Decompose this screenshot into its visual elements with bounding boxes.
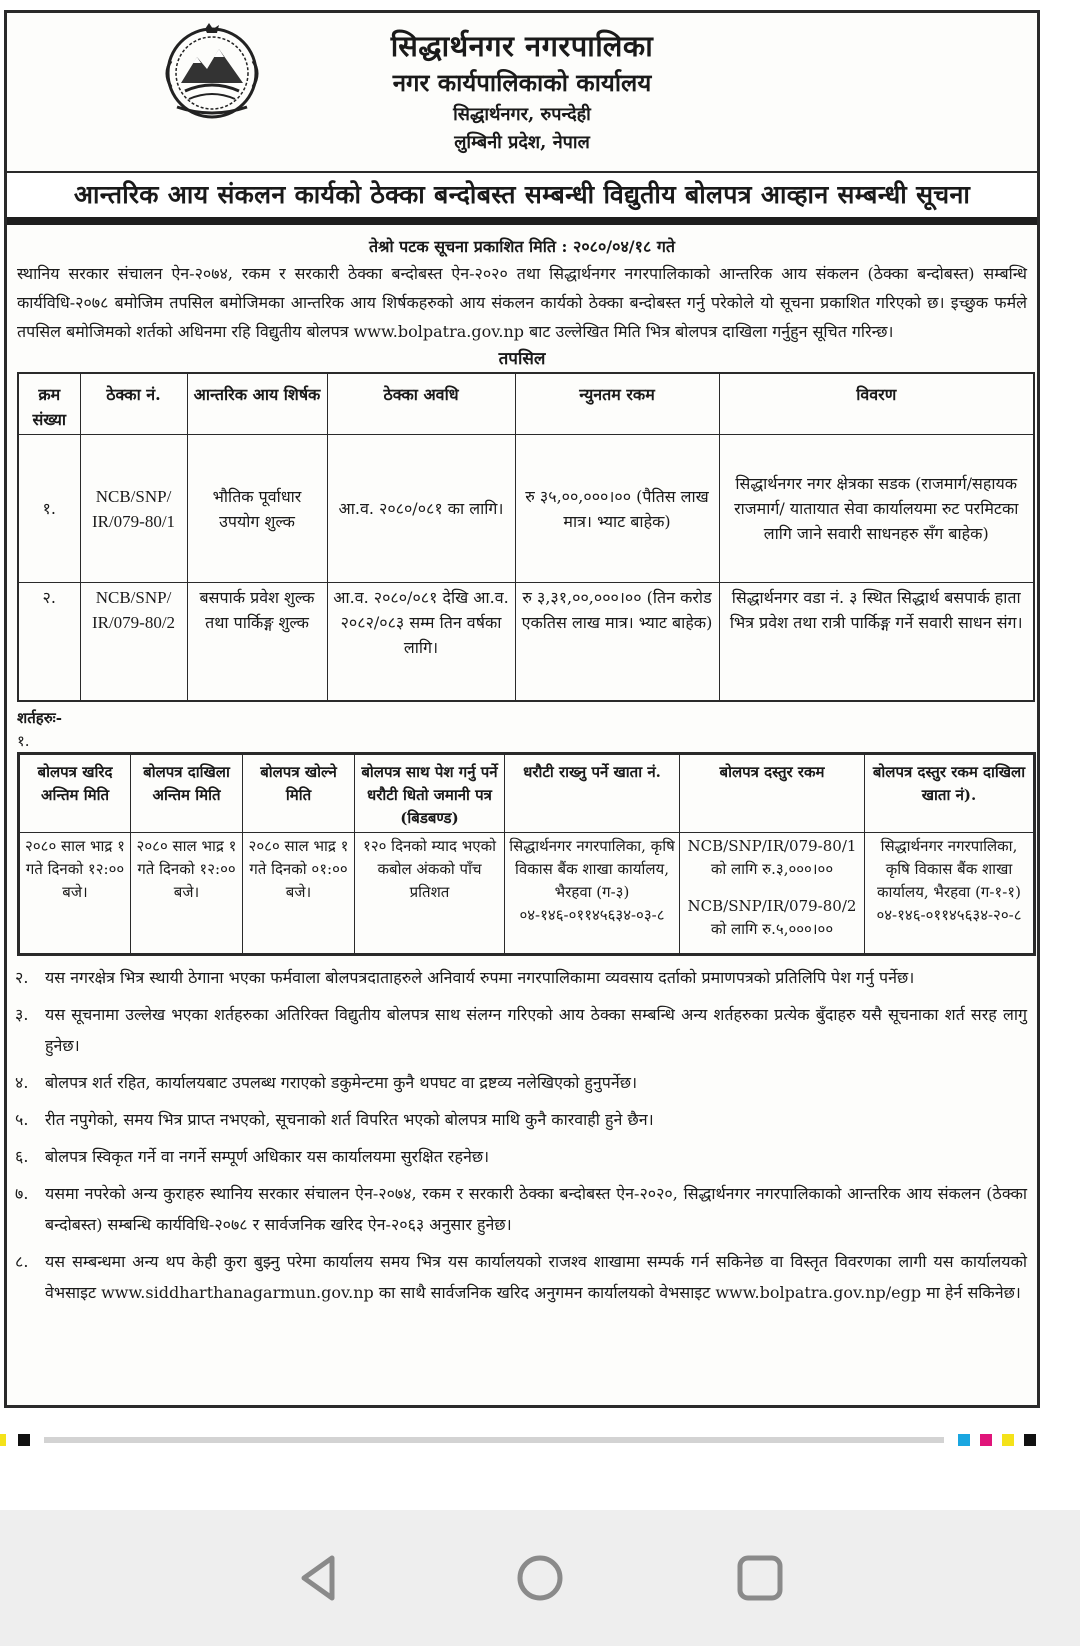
cell-contract-period: आ.व. २०८०/०८१ देखि आ.व. २०८२/०८३ सम्म तिन वर्षका लागि। xyxy=(327,583,515,701)
term-item xyxy=(7,1178,1037,1240)
registration-mark-yellow xyxy=(1002,1434,1014,1446)
col-header-description: विवरण xyxy=(719,373,1034,435)
cell-contract-period: आ.व. २०८०/०८१ का लागि। xyxy=(327,435,515,583)
table-row xyxy=(19,832,1035,954)
terms-list xyxy=(7,962,1037,1308)
col-header-deposit-account: धरौटी राख्नु पर्ने खाता नं. xyxy=(505,753,680,832)
term-text: रीत नपुगेको, समय भित्र प्राप्त नभएको, सूचनाको शर्त विपरित भएको बोलपत्र माथि कुनै कारवाही हुने छैन। xyxy=(45,1109,654,1129)
cell-contract-no: NCB/SNP/ IR/079-80/2 xyxy=(80,583,187,701)
office-name: नगर कार्यपालिकाको कार्यालय xyxy=(392,68,652,97)
cell-bid-bond: १२० दिनको म्याद भएको कबोल अंकको पाँच प्रतिशत xyxy=(355,832,505,954)
cell-purchase-deadline: २०८० साल भाद्र १ गते दिनको १२:०० बजे। xyxy=(19,832,131,954)
col-header-submission-deadline: बोलपत्र दाखिला अन्तिम मिति xyxy=(131,753,243,832)
col-header-contract-period: ठेक्का अवधि xyxy=(327,373,515,435)
bid-fee-contract-2: NCB/SNP/IR/079-80/2 को लागि रु.५,०००।०० xyxy=(687,896,857,938)
col-header-bid-bond: बोलपत्र साथ पेश गर्नु पर्ने धरौटी धितो जमानी पत्र (बिडबण्ड) xyxy=(355,753,505,832)
back-icon[interactable] xyxy=(292,1550,348,1606)
col-header-fee-account: बोलपत्र दस्तुर रकम दाखिला खाता नं). xyxy=(865,753,1035,832)
intro-paragraph: स्थानिय सरकार संचालन ऐन-२०७४, रकम र सरकारी ठेक्का बन्दोबस्त ऐन-२०२० तथा सिद्धार्थनगर नगरपालिकाको आन्तरिक आय संकलन (ठेक्का बन्दोबस्त) सम्बन्धि कार्यविधि-२०७८ बमोजिम तपसिल बमोजिमका आन्तरिक आय शिर्षकहरुको आय संकलन कार्यको ठेक्का बन्दोबस्त गर्नु परेकोले यो सूचना प्रकाशित गरिएको छ। इच्छुक फर्मले तपसिल बमोजिमको शर्तको अधिनमा रहि विद्युतीय बोलपत्र www.bolpatra.gov.np बाट उल्लेखित मिति भित्र बोलपत्र दाखिला गर्नुहुन सूचित गरिन्छ। xyxy=(17,264,1027,341)
office-location: सिद्धार्थनगर, रुपन्देही xyxy=(453,104,591,125)
cell-minimum-amount: रु ३,३१,००,०००।०० (तिन करोड एकतिस लाख मात्र। भ्याट बाहेक) xyxy=(515,583,719,701)
table-header-row xyxy=(18,373,1034,435)
cell-bid-fee xyxy=(680,832,865,954)
term-number: ८. xyxy=(15,1251,29,1271)
term-item xyxy=(7,1104,1037,1135)
android-nav-bar xyxy=(0,1510,1080,1646)
term-item xyxy=(7,1141,1037,1172)
registration-mark-black xyxy=(1024,1434,1036,1446)
registration-mark-cyan xyxy=(958,1434,970,1446)
notice-document xyxy=(4,10,1040,1408)
term-number: ७. xyxy=(15,1183,29,1203)
cell-fee-account: सिद्धार्थनगर नगरपालिका, कृषि विकास बैंक शाखा कार्यालय, भैरहवा (ग-१-१) ०४-१४६-०११४५६३४-२०-८ xyxy=(865,832,1035,954)
registration-mark-black xyxy=(18,1434,30,1446)
term-number: ४. xyxy=(15,1072,29,1092)
term-number: ६. xyxy=(15,1146,29,1166)
col-header-contract-no: ठेक्का नं. xyxy=(80,373,187,435)
term-item xyxy=(7,962,1037,993)
col-header-minimum-amount: न्युनतम रकम xyxy=(515,373,719,435)
cell-deposit-account: सिद्धार्थनगर नगरपालिका, कृषि विकास बैंक शाखा कार्यालय, भैरहवा (ग-३) ०४-१४६-०११४५६३४-०३-८ xyxy=(505,832,680,954)
table-row xyxy=(18,583,1034,701)
term-text: यस सूचनामा उल्लेख भएका शर्तहरुका अतिरिक्त विद्युतीय बोलपत्र साथ संलग्न गरिएको आय ठेक्का सम्बन्धि अन्य शर्तहरुका प्रत्येक बुँदाहरु यसै सूचनाका शर्त सरह लागु हुनेछ। xyxy=(45,1004,1027,1055)
term-text: यस नगरक्षेत्र भित्र स्थायी ठेगाना भएका फर्मवाला बोलपत्रदाताहरुले अनिवार्य रुपमा नगरपालिकामा व्यवसाय दर्ताको प्रमाणपत्रको प्रतिलिपि पेश गर्नु पर्नेछ। xyxy=(45,967,915,987)
bid-fee-contract-1: NCB/SNP/IR/079-80/1 को लागि रु.३,०००।०० xyxy=(687,836,857,878)
cell-description: सिद्धार्थनगर नगर क्षेत्रका सडक (राजमार्ग/सहायक राजमार्ग/ यातायात सेवा कार्यालयमा रुट परमिटका लागि जाने सवारी साधनहरु सँग बाहेक) xyxy=(719,435,1034,583)
office-address-block xyxy=(7,27,1037,157)
col-header-bid-fee: बोलपत्र दस्तुर रकम xyxy=(680,753,865,832)
col-header-revenue-title: आन्तरिक आय शिर्षक xyxy=(187,373,327,435)
term-item xyxy=(7,1067,1037,1098)
cell-submission-deadline: २०८० साल भाद्र १ गते दिनको १२:०० बजे। xyxy=(131,832,243,954)
cell-revenue-title: भौतिक पूर्वाधार उपयोग शुल्क xyxy=(187,435,327,583)
cell-opening-date: २०८० साल भाद्र १ गते दिनको ०१:०० बजे। xyxy=(243,832,355,954)
registration-mark-magenta xyxy=(980,1434,992,1446)
table-row xyxy=(18,435,1034,583)
cell-description: सिद्धार्थनगर वडा नं. ३ स्थित सिद्धार्थ बसपार्क हाता भित्र प्रवेश तथा रात्री पार्किङ्ग गर्ने सवारी साधन संग। xyxy=(719,583,1034,701)
table-header-row xyxy=(19,753,1035,832)
print-color-bar xyxy=(0,1434,1080,1446)
term-number: २. xyxy=(15,967,29,987)
col-header-purchase-deadline: बोलपत्र खरिद अन्तिम मिति xyxy=(19,753,131,832)
term-number: १. xyxy=(17,731,30,750)
term-text: यसमा नपरेको अन्य कुराहरु स्थानिय सरकार संचालन ऐन-२०७४, रकम र सरकारी ठेक्का बन्दोबस्त ऐन-२०२०, सिद्धार्थनगर नगरपालिकाको आन्तरिक आय संकलन (ठेक्का बन्दोबस्त) सम्बन्धि कार्यविधि-२०७८ र सार्वजनिक खरिद ऐन-२०६३ अनुसार हुनेछ। xyxy=(45,1183,1027,1234)
bid-dates-table xyxy=(17,752,1036,956)
registration-mark-yellow xyxy=(0,1434,6,1446)
home-icon[interactable] xyxy=(512,1550,568,1606)
term-number: ३. xyxy=(15,1004,29,1024)
cell-revenue-title: बसपार्क प्रवेश शुल्क तथा पार्किङ्ग शुल्क xyxy=(187,583,327,701)
col-header-serial: क्रम संख्या xyxy=(18,373,80,435)
term-number: ५. xyxy=(15,1109,29,1129)
term-text: यस सम्बन्धमा अन्य थप केही कुरा बुझ्नु परेमा कार्यालय समय भित्र यस कार्यालयको राजश्व शाखामा सम्पर्क गर्न सकिनेछ वा विस्तृत विवरणका लागी यस कार्यालयको वेभसाइट www.siddharthanagarmun.gov.np का साथै सार्वजनिक खरिद अनुगमन कार्यालयको वेभसाइट www.bolpatra.gov.np/egp मा हेर्न सकिनेछ। xyxy=(45,1251,1027,1302)
contract-schedule-table xyxy=(17,372,1035,702)
print-guide-line xyxy=(44,1437,944,1443)
notice-title: आन्तरिक आय संकलन कार्यको ठेक्का बन्दोबस्त सम्बन्धी विद्युतीय बोलपत्र आव्हान सम्बन्धी सूचना xyxy=(7,173,1037,225)
cell-serial: २. xyxy=(18,583,80,701)
municipality-name: सिद्धार्थनगर नगरपालिका xyxy=(390,29,654,63)
cell-minimum-amount: रु ३५,००,०००।०० (पैतिस लाख मात्र। भ्याट बाहेक) xyxy=(515,435,719,583)
cell-serial: १. xyxy=(18,435,80,583)
office-province: लुम्बिनी प्रदेश, नेपाल xyxy=(454,132,590,153)
publication-date: तेश्रो पटक सूचना प्रकाशित मिति : २०८०/०४/१८ गते xyxy=(369,237,675,256)
term-text: बोलपत्र शर्त रहित, कार्यालयबाट उपलब्ध गराएको डकुमेन्टमा कुनै थपघट वा द्रष्टव्य नलेखिएको हुनुपर्नेछ। xyxy=(45,1072,638,1092)
term-item xyxy=(7,999,1037,1061)
term-item xyxy=(7,1246,1037,1308)
schedule-title: तपसिल xyxy=(498,349,546,369)
term-text: बोलपत्र स्विकृत गर्ने वा नगर्ने सम्पूर्ण अधिकार यस कार्यालयमा सुरक्षित रहनेछ। xyxy=(45,1146,490,1166)
recents-icon[interactable] xyxy=(732,1550,788,1606)
cell-contract-no: NCB/SNP/ IR/079-80/1 xyxy=(80,435,187,583)
notice-header xyxy=(7,13,1037,173)
col-header-opening-date: बोलपत्र खोल्ने मिति xyxy=(243,753,355,832)
terms-label: शर्तहरुः- xyxy=(17,708,62,727)
